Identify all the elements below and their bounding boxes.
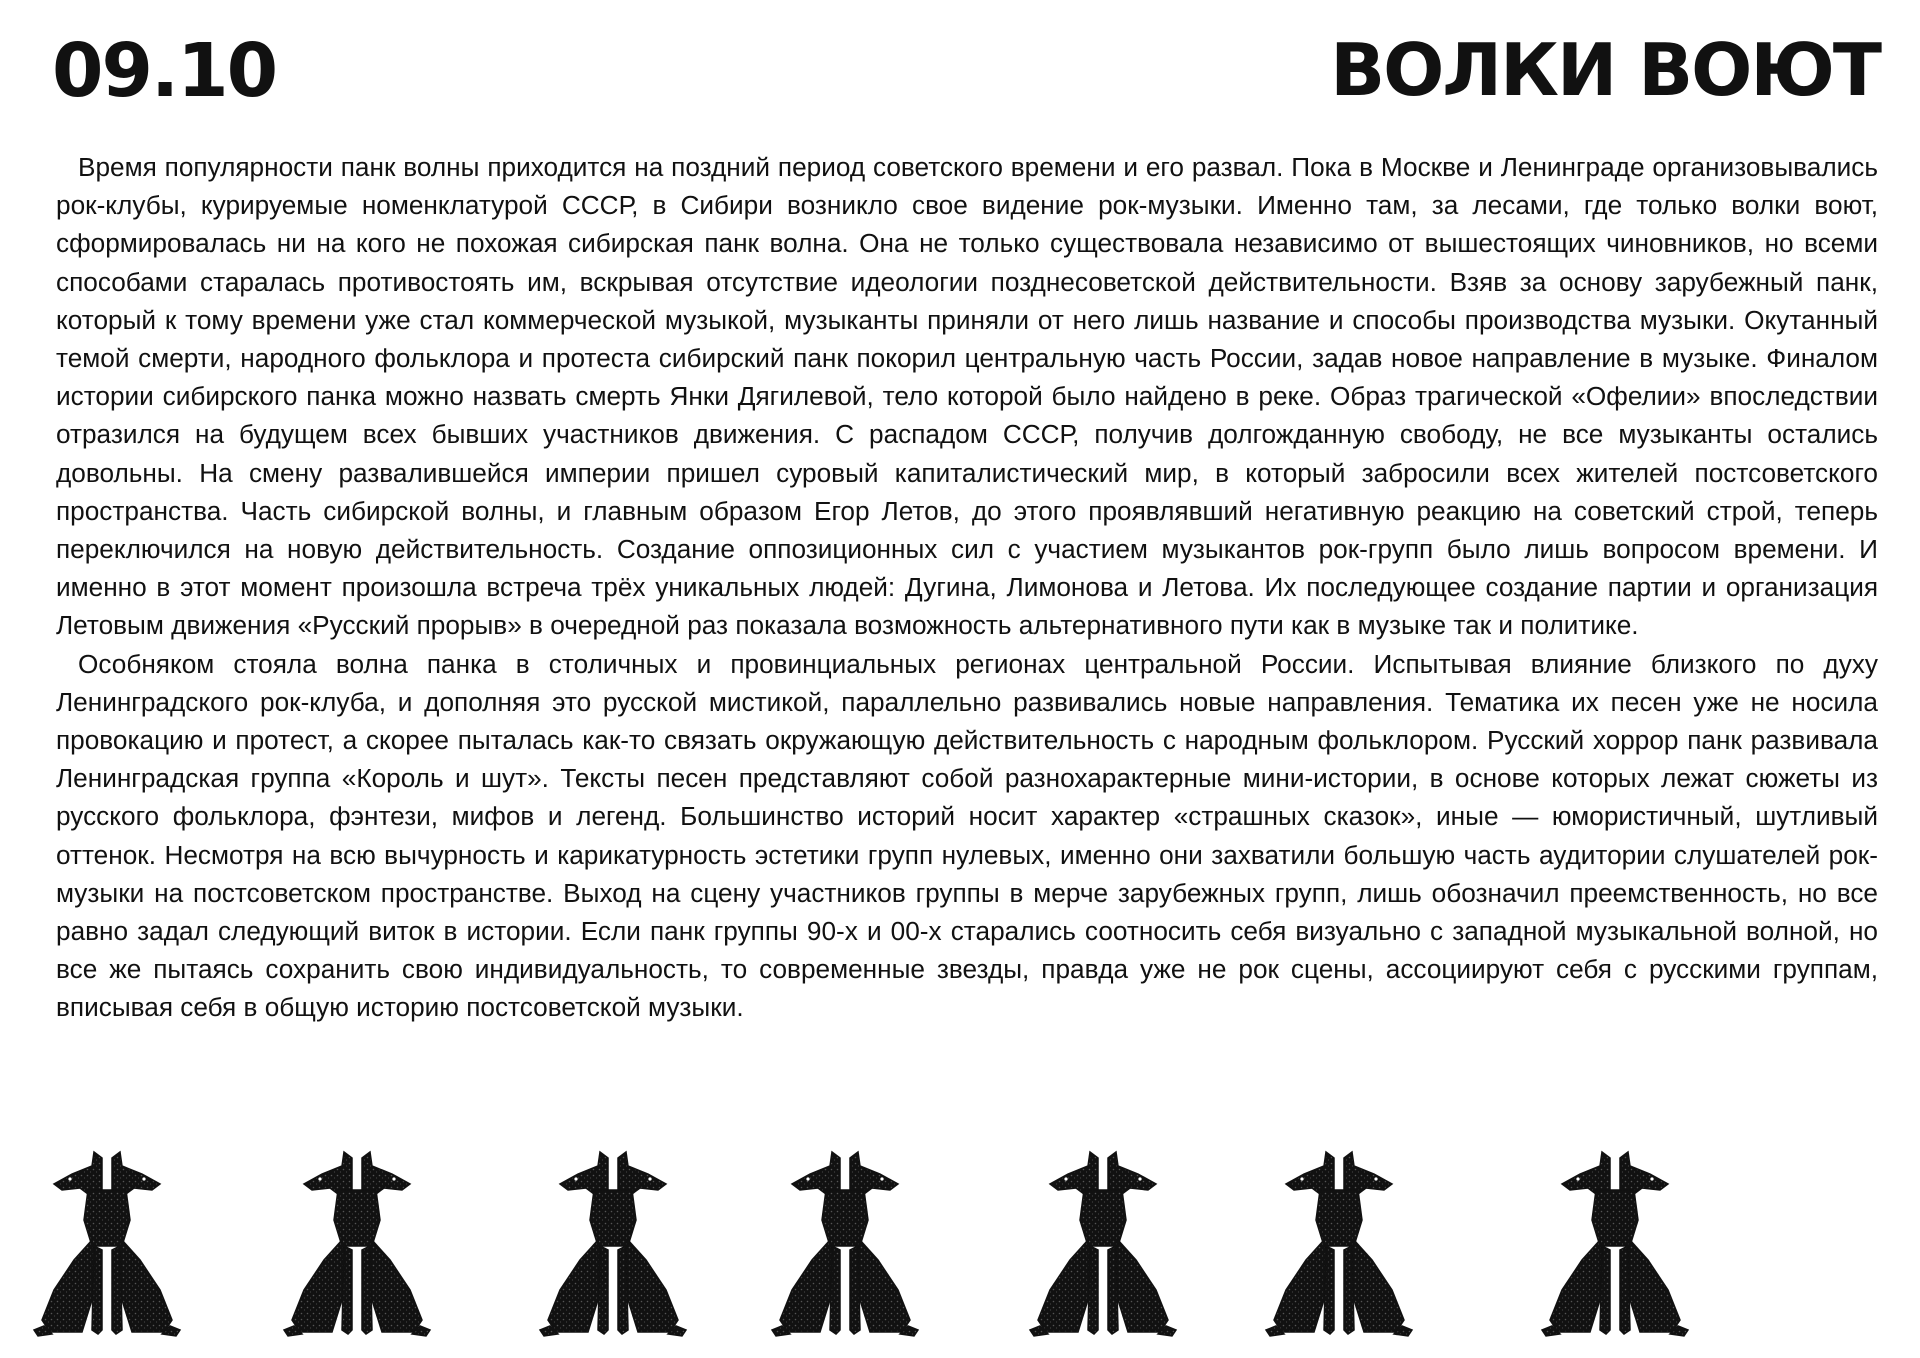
two-headed-wolf-icon: [32, 1150, 182, 1340]
two-headed-wolf-icon: [1264, 1150, 1414, 1340]
two-headed-wolf-icon: [538, 1150, 688, 1340]
article-paragraph: Время популярности панк волны приходится на поздний период советского времени и его развал. Пока в Москве и Ленинграде организовывались рок-клубы, курируемые номенклатурой СССР, в Сибири возникло свое видение рок-музыки. Именно там, за лесами, где только волки воют, сформировалась ни на кого не похожая сибирская панк волна. Она не только существовала независимо от вышестоящих чиновников, но всеми способами старалась противостоять им, вскрывая отсутствие идеологии позднесоветской действительности. Взяв за основу зарубежный панк, который к тому времени уже стал коммерческой музыкой, музыканты приняли от него лишь название и способы производства музыки. Окутанный темой смерти, народного фольклора и протеста сибирский панк покорил центральную часть России, задав новое направление в музыке. Финалом истории сибирского панка можно назвать смерть Янки Дягилевой, тело которой было найдено в реке. Образ трагической «Офелии» впоследствии отразился на будущем всех бывших участников движения. С распадом СССР, получив долгожданную свободу, не все музыканты остались довольны. На смену развалившейся империи пришел суровый капиталистический мир, в который забросили всех жителей постсоветского пространства. Часть сибирской волны, и главным образом Егор Летов, до этого проявлявший негативную реакцию на советский строй, теперь переключился на новую действительность. Создание оппозиционных сил с участием музыкантов рок-групп было лишь вопросом времени. И именно в этот момент произошла встреча трёх уникальных людей: Дугина, Лимонова и Летова. Их последующее создание партии и организация Летовым движения «Русский прорыв» в очередной раз показала возможность альтернативного пути как в музыке так и политике.: [56, 152, 1878, 641]
date-label: 09.10: [52, 28, 277, 114]
wolf-illustration-row: [0, 1150, 1920, 1358]
page-header: [52, 24, 1880, 124]
two-headed-wolf-icon: [282, 1150, 432, 1340]
article-paragraph: Особняком стояла волна панка в столичных и провинциальных регионах центральной России. Испытывая влияние близкого по духу Ленинградского рок-клуба, и дополняя это русской мистикой, параллельно развивались новые направления. Тематика их песен уже не носила провокацию и протест, а скорее пыталась как-то связать окружающую действительность с народным фольклором. Русский хоррор панк развивала Ленинградская группа «Король и шут». Тексты песен представляют собой разнохарактерные мини-истории, в основе которых лежат сюжеты из русского фольклора, фэнтези, мифов и легенд. Большинство историй носит характер «страшных сказок», иные — юмористичный, шутливый оттенок. Несмотря на всю вычурность и карикатурность эстетики групп нулевых, именно они захватили большую часть аудитории слушателей рок-музыки на постсоветском пространстве. Выход на сцену участников группы в мерче зарубежных групп, лишь обозначил преемственность, но все равно задал следующий виток в истории. Если панк группы 90-х и 00-х старались соотносить себя визуально с западной музыкальной волной, но все же пытаясь сохранить свою индивидуальность, то современные звезды, правда уже не рок сцены, ассоциируют себя с русскими группам, вписывая себя в общую историю постсоветской музыки.: [56, 648, 1878, 1023]
article-body: [56, 148, 1878, 1027]
two-headed-wolf-icon: [1028, 1150, 1178, 1340]
two-headed-wolf-icon: [1540, 1150, 1690, 1340]
two-headed-wolf-icon: [770, 1150, 920, 1340]
page-title: ВОЛКИ ВОЮТ: [1330, 28, 1880, 112]
